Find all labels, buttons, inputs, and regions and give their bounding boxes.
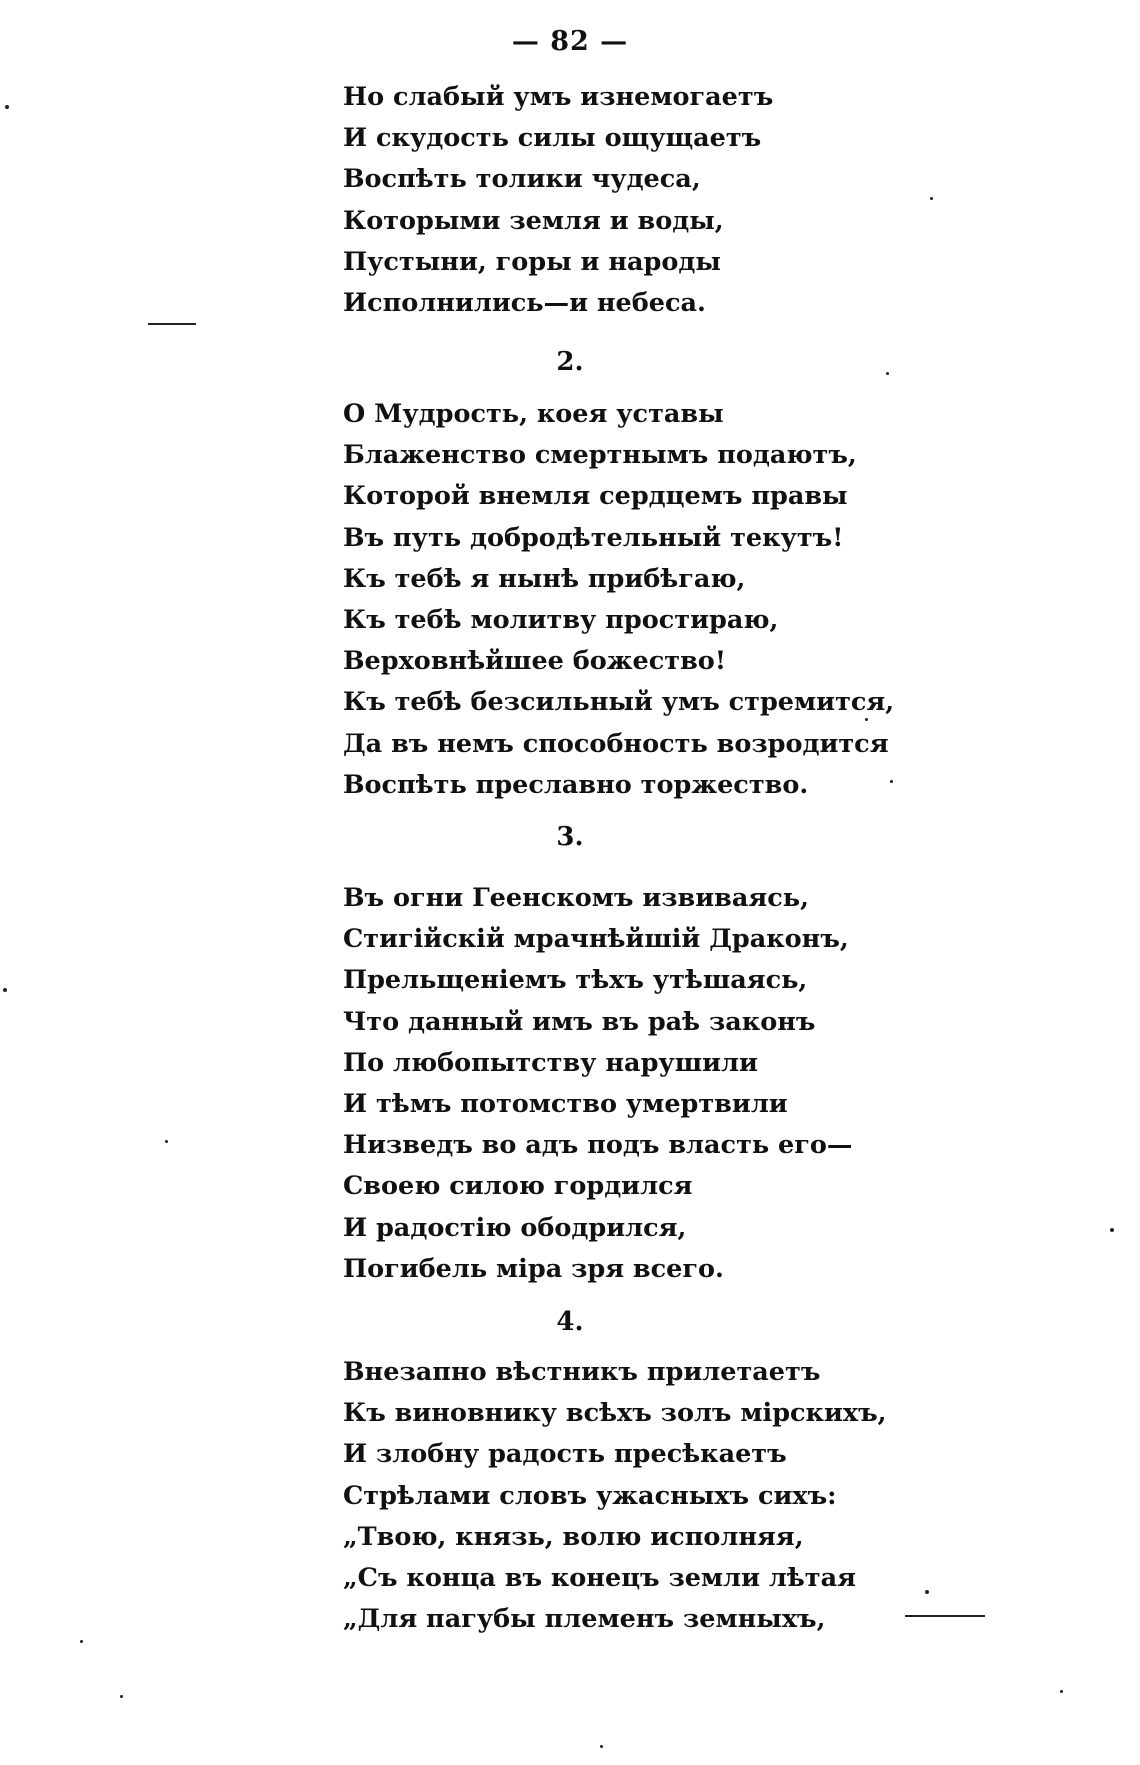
stanza-number-4: 4. xyxy=(556,1307,584,1337)
stanza-number-3: 3. xyxy=(556,822,584,852)
verse-line: Погибель міра зря всего. xyxy=(343,1253,724,1284)
verse-line: „Для пагубы племенъ земныхъ, xyxy=(343,1604,826,1635)
verse-line: И скудость силы ощущаетъ xyxy=(343,123,762,154)
scan-artifact-speck xyxy=(1060,1690,1063,1693)
verse-line: Прельщеніемъ тѣхъ утѣшаясь, xyxy=(343,965,808,996)
scan-artifact-speck xyxy=(890,780,893,783)
scan-artifact-speck xyxy=(925,1590,929,1594)
verse-line: Низведъ во адъ подъ власть его— xyxy=(343,1130,853,1161)
verse-line: Исполнились—и небеса. xyxy=(343,287,706,318)
verse-line: Что данный имъ въ раѣ законъ xyxy=(343,1006,816,1037)
page-number: — 82 — xyxy=(511,26,629,57)
scan-artifact-speck xyxy=(80,1640,83,1643)
verse-line: Въ огни Геенскомъ извиваясь, xyxy=(343,883,809,913)
verse-line: Къ тебѣ безсильный умъ стремится, xyxy=(343,687,895,718)
stanza-number-2: 2. xyxy=(556,347,584,377)
verse-line: По любопытству нарушили xyxy=(343,1047,758,1078)
verse-line: „Твою, князь, волю исполняя, xyxy=(343,1521,804,1552)
verse-line: Внезапно вѣстникъ прилетаетъ xyxy=(343,1357,821,1387)
verse-line: Верховнѣйшее божество! xyxy=(343,646,727,677)
scan-artifact-dash xyxy=(905,1615,985,1617)
scan-artifact-speck xyxy=(3,988,7,992)
stanza-2 xyxy=(343,394,903,806)
verse-line: Которыми земля и воды, xyxy=(343,205,724,236)
verse-line: „Съ конца въ конецъ земли лѣтая xyxy=(343,1562,856,1593)
verse-line: Стигійскій мрачнѣйшій Драконъ, xyxy=(343,924,849,955)
verse-line: Къ тебѣ я нынѣ прибѣгаю, xyxy=(343,563,746,594)
verse-line: Стрѣлами словъ ужасныхъ сихъ: xyxy=(343,1480,837,1511)
scan-artifact-dash xyxy=(148,323,196,325)
verse-line: Въ путь добродѣтельный текутъ! xyxy=(343,522,844,553)
scan-artifact-speck xyxy=(1110,1228,1114,1232)
scan-artifact-speck xyxy=(886,372,889,375)
verse-line: И злобну радость пресѣкаетъ xyxy=(343,1439,787,1470)
verse-line: Къ тебѣ молитву простираю, xyxy=(343,604,779,635)
scan-artifact-speck xyxy=(600,1745,603,1748)
verse-line: Своею силою гордился xyxy=(343,1171,693,1202)
verse-line: И радостію ободрился, xyxy=(343,1212,687,1243)
stanza-4 xyxy=(343,1352,903,1640)
verse-line: О Мудрость, коея уставы xyxy=(343,399,724,429)
scan-artifact-speck xyxy=(120,1695,123,1698)
verse-line: Воспѣть толики чудеса, xyxy=(343,164,701,195)
stanza-1 xyxy=(343,77,903,324)
scan-artifact-speck xyxy=(930,197,933,200)
verse-line: Блаженство смертнымъ подаютъ, xyxy=(343,440,857,471)
verse-line: Воспѣть преславно торжество. xyxy=(343,769,809,800)
verse-line: Да въ немъ способность возродится xyxy=(343,728,889,759)
verse-line: Къ виновнику всѣхъ золъ мірскихъ, xyxy=(343,1398,887,1429)
verse-line: Которой внемля сердцемъ правы xyxy=(343,481,848,512)
scan-artifact-speck xyxy=(865,718,868,721)
stanza-3 xyxy=(343,878,903,1290)
verse-line: Пустыни, горы и народы xyxy=(343,246,721,277)
scan-artifact-speck xyxy=(165,1140,168,1143)
verse-line: Но слабый умъ изнемогаетъ xyxy=(343,82,774,112)
scan-artifact-speck xyxy=(5,105,9,109)
verse-line: И тѣмъ потомство умертвили xyxy=(343,1088,788,1119)
